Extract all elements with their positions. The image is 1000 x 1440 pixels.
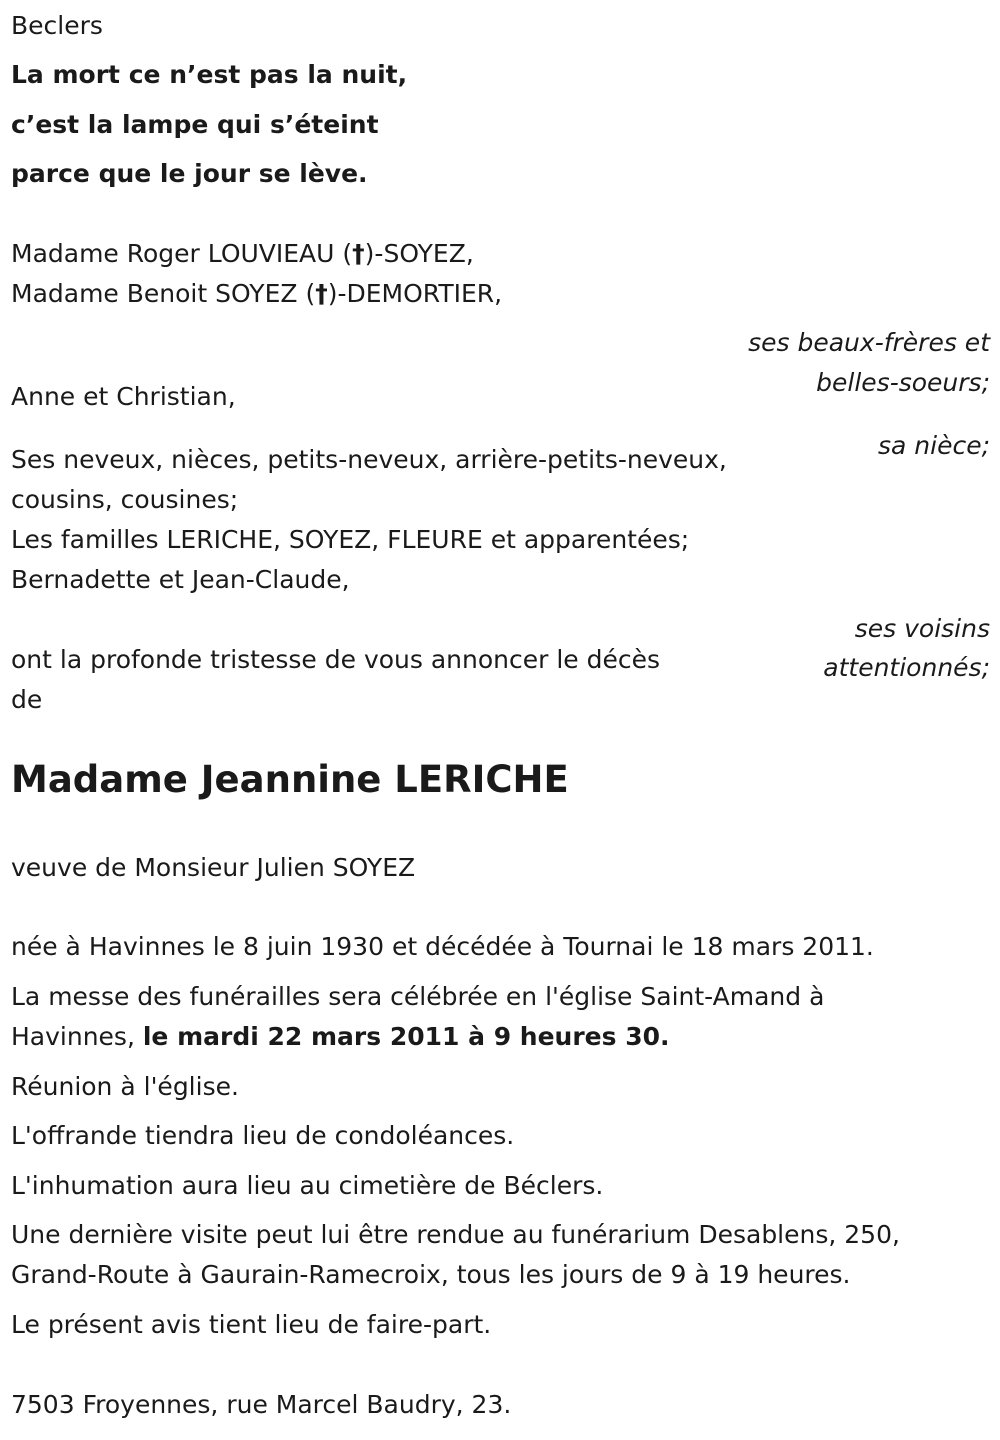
cross-icon: †	[352, 239, 365, 268]
poem-line-1: La mort ce n’est pas la nuit,	[11, 60, 408, 89]
visit-line-2: Grand-Route à Gaurain-Ramecroix, tous les jours de 9 à 19 heures.	[11, 1260, 851, 1289]
address: 7503 Froyennes, rue Marcel Baudry, 23.	[11, 1390, 512, 1419]
in-laws-role-2: belles-soeurs;	[816, 368, 990, 397]
neighbours: Bernadette et Jean-Claude,	[11, 565, 350, 594]
in-laws-role-1: ses beaux-frères et	[748, 328, 990, 357]
widow-of: veuve de Monsieur Julien SOYEZ	[11, 853, 416, 882]
niece-role: sa nièce;	[877, 431, 990, 460]
offering: L'offrande tiendra lieu de condoléances.	[11, 1121, 515, 1150]
notice: Le présent avis tient lieu de faire-part.	[11, 1310, 492, 1339]
poem-line-2: c’est la lampe qui s’éteint	[11, 110, 379, 139]
in-law-2: Madame Benoit SOYEZ (†)-DEMORTIER,	[11, 279, 503, 308]
funeral-line-1: La messe des funérailles sera célébrée en l'église Saint-Amand à	[11, 982, 825, 1011]
in-law-1: Madame Roger LOUVIEAU (†)-SOYEZ,	[11, 239, 474, 268]
neighbours-role-2: attentionnés;	[823, 653, 990, 682]
niece: Anne et Christian,	[11, 382, 236, 411]
poem-line-3: parce que le jour se lève.	[11, 159, 368, 188]
funeral-datetime: le mardi 22 mars 2011 à 9 heures 30.	[142, 1022, 670, 1051]
announcement-line-2: de	[11, 685, 43, 714]
cross-icon: †	[315, 279, 328, 308]
location: Beclers	[11, 11, 103, 40]
funeral-line-2: Havinnes, le mardi 22 mars 2011 à 9 heures 30.	[11, 1022, 670, 1051]
gathering: Réunion à l'église.	[11, 1072, 239, 1101]
families: Les familles LERICHE, SOYEZ, FLEURE et apparentées;	[11, 525, 690, 554]
burial: L'inhumation aura lieu au cimetière de Béclers.	[11, 1171, 604, 1200]
relatives-line-1: Ses neveux, nièces, petits-neveux, arrière-petits-neveux,	[11, 445, 727, 474]
announcement-line-1: ont la profonde tristesse de vous annoncer le décès	[11, 645, 661, 674]
neighbours-role-1: ses voisins	[854, 614, 990, 643]
visit-line-1: Une dernière visite peut lui être rendue au funérarium Desablens, 250,	[11, 1220, 900, 1249]
deceased-name: Madame Jeannine LERICHE	[11, 758, 569, 801]
birth-death: née à Havinnes le 8 juin 1930 et décédée à Tournai le 18 mars 2011.	[11, 932, 874, 961]
relatives-line-2: cousins, cousines;	[11, 485, 239, 514]
